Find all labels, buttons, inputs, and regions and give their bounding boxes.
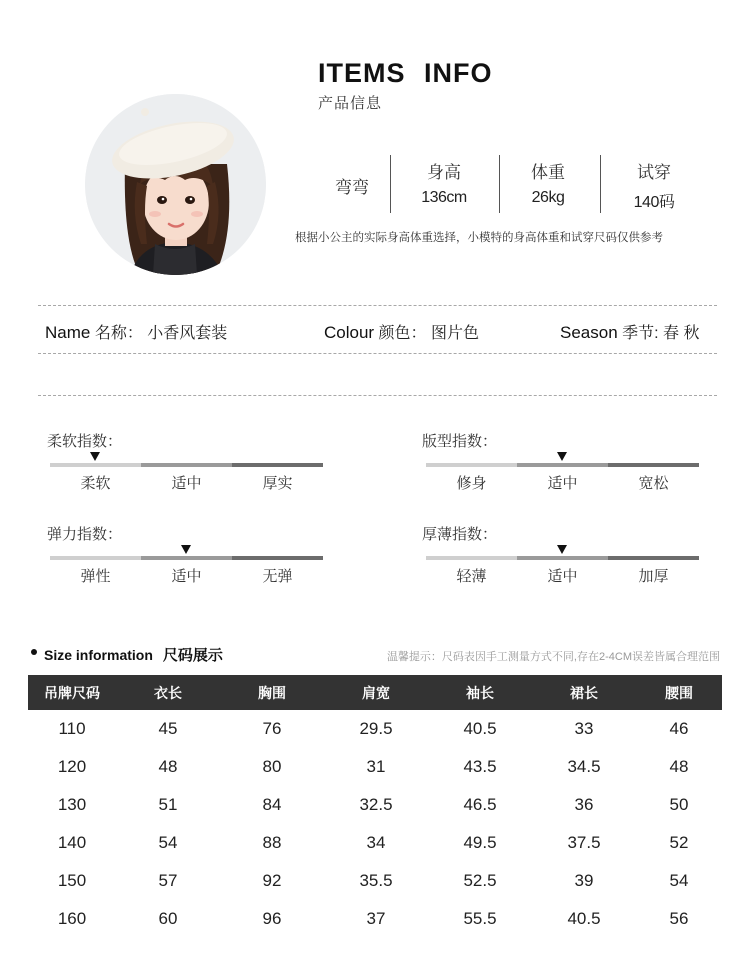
- model-photo-illustration: [85, 94, 266, 275]
- size-title-cn: 尺码展示: [162, 647, 223, 664]
- index-option: 修身: [456, 475, 487, 492]
- index-option: 宽松: [638, 475, 669, 492]
- table-cell: 160: [57, 909, 87, 928]
- index-option: 厚实: [262, 475, 293, 492]
- product-season-label: 季节:: [622, 325, 659, 342]
- table-cell: 35.5: [359, 871, 393, 890]
- stat-weight: [512, 158, 584, 207]
- product-name-en: Name: [45, 323, 91, 342]
- scale-segment: [50, 556, 141, 560]
- scale-segment: [608, 556, 699, 560]
- page-subtitle: 产品信息: [318, 95, 383, 112]
- model-avatar: [85, 94, 266, 275]
- index-marker: [90, 452, 100, 461]
- table-cell: 50: [669, 795, 689, 814]
- table-cell: 52: [669, 833, 689, 852]
- scale-segment: [608, 463, 699, 467]
- table-cell: 40.5: [567, 909, 601, 928]
- size-table-column-header: 袖长: [428, 675, 532, 710]
- table-cell: 46.5: [463, 795, 497, 814]
- table-cell: 84: [262, 795, 282, 814]
- table-cell: 55.5: [463, 909, 497, 928]
- index-marker: [557, 545, 567, 554]
- stat-value: 26kg: [531, 189, 565, 206]
- index-option: 适中: [171, 475, 202, 492]
- scale-segment: [50, 463, 141, 467]
- stat-height: [408, 158, 480, 207]
- index-softness: [47, 430, 122, 451]
- table-cell: 60: [158, 909, 178, 928]
- table-cell: 51: [158, 795, 178, 814]
- table-cell: 88: [262, 833, 282, 852]
- table-row: [28, 900, 722, 938]
- product-season: [560, 320, 699, 343]
- size-table-column-header: 肩宽: [324, 675, 428, 710]
- index-scale-bar: [426, 556, 700, 560]
- table-cell: 56: [669, 909, 689, 928]
- table-row: [28, 786, 722, 824]
- index-marker: [181, 545, 191, 554]
- table-cell: 34: [366, 833, 386, 852]
- index-scale-bar: [50, 463, 324, 467]
- table-cell: 43.5: [463, 757, 497, 776]
- table-cell: 57: [158, 871, 178, 890]
- index-option: 适中: [547, 568, 578, 585]
- table-cell: 46: [669, 719, 689, 738]
- dashed-divider: [38, 305, 717, 306]
- index-scale-bar: [426, 463, 700, 467]
- size-section-title: [44, 644, 223, 665]
- index-option: 加厚: [638, 568, 669, 585]
- table-row: [28, 824, 722, 862]
- product-name-value: 小香风套装: [147, 325, 228, 342]
- table-cell: 29.5: [359, 719, 393, 738]
- size-table-column-header: 衣长: [116, 675, 220, 710]
- index-option: 柔软: [80, 475, 111, 492]
- index-option: 轻薄: [456, 568, 487, 585]
- table-cell: 31: [366, 757, 386, 776]
- product-colour-label: 颜色：: [378, 325, 427, 342]
- table-cell: 32.5: [359, 795, 393, 814]
- index-label: 柔软指数：: [47, 433, 123, 450]
- product-colour: [324, 320, 479, 343]
- size-table-column-header: 裙长: [532, 675, 636, 710]
- table-cell: 34.5: [567, 757, 601, 776]
- stat-divider: [390, 155, 391, 213]
- scale-segment: [426, 556, 517, 560]
- dashed-divider: [38, 353, 717, 354]
- size-title-en: Size information: [44, 647, 153, 663]
- index-option: 适中: [171, 568, 202, 585]
- table-cell: 36: [574, 795, 594, 814]
- index-label: 弹力指数：: [47, 526, 123, 543]
- table-cell: 48: [158, 757, 178, 776]
- table-row: [28, 748, 722, 786]
- product-season-en: Season: [560, 323, 618, 342]
- scale-segment: [517, 556, 608, 560]
- index-elasticity: [47, 523, 122, 544]
- stat-label: 身高: [427, 163, 461, 182]
- table-cell: 92: [262, 871, 282, 890]
- size-table-header: [28, 675, 722, 710]
- index-label: 厚薄指数：: [422, 526, 498, 543]
- size-measure-note: 温馨提示：尺码表因手工测量方式不同,存在2-4CM误差皆属合理范围: [386, 651, 720, 663]
- table-cell: 76: [262, 719, 282, 738]
- product-colour-en: Colour: [324, 323, 375, 342]
- scale-segment: [141, 463, 232, 467]
- table-cell: 37.5: [567, 833, 601, 852]
- scale-segment: [517, 463, 608, 467]
- product-name: [45, 320, 227, 343]
- stat-label: 体重: [531, 163, 565, 182]
- table-cell: 48: [669, 757, 689, 776]
- stat-value: 136cm: [421, 189, 467, 206]
- index-fit: [422, 430, 497, 451]
- size-table: [28, 675, 722, 938]
- index-option: 适中: [547, 475, 578, 492]
- table-cell: 110: [58, 719, 86, 738]
- stat-divider: [499, 155, 500, 213]
- table-cell: 80: [262, 757, 282, 776]
- product-season-value: 春 秋: [663, 325, 700, 342]
- table-cell: 120: [57, 757, 87, 776]
- table-cell: 130: [57, 795, 87, 814]
- table-cell: 33: [574, 719, 594, 738]
- bullet-dot: [31, 649, 37, 655]
- table-cell: 49.5: [463, 833, 497, 852]
- stat-value: 140码: [633, 194, 675, 211]
- index-option: 无弹: [262, 568, 293, 585]
- scale-segment: [141, 556, 232, 560]
- scale-segment: [232, 463, 323, 467]
- model-reference-note: 根据小公主的实际身高体重选择，小模特的身高体重和试穿尺码仅供参考: [295, 232, 663, 244]
- stat-try-size: [618, 158, 690, 212]
- table-cell: 54: [158, 833, 178, 852]
- table-cell: 150: [57, 871, 87, 890]
- table-cell: 37: [366, 909, 386, 928]
- table-row: [28, 710, 722, 748]
- table-cell: 45: [158, 719, 178, 738]
- index-marker: [557, 452, 567, 461]
- product-name-label: 名称：: [94, 325, 143, 342]
- size-table-column-header: 胸围: [220, 675, 324, 710]
- size-table-column-header: 腰围: [636, 675, 722, 710]
- index-scale-bar: [50, 556, 324, 560]
- index-label: 版型指数：: [422, 433, 498, 450]
- scale-segment: [232, 556, 323, 560]
- dashed-divider: [38, 395, 717, 396]
- table-cell: 96: [262, 909, 282, 928]
- index-thickness: [422, 523, 497, 544]
- index-option: 弹性: [80, 568, 111, 585]
- product-colour-value: 图片色: [431, 325, 480, 342]
- table-cell: 40.5: [463, 719, 497, 738]
- table-cell: 140: [57, 833, 87, 852]
- page-title: ITEMS INFO: [318, 58, 493, 88]
- scale-segment: [426, 463, 517, 467]
- table-row: [28, 862, 722, 900]
- model-name: 弯弯: [335, 178, 369, 197]
- table-cell: 39: [574, 871, 594, 890]
- table-cell: 54: [669, 871, 689, 890]
- stat-divider: [600, 155, 601, 213]
- table-cell: 52.5: [463, 871, 497, 890]
- stat-label: 试穿: [637, 163, 671, 182]
- size-table-column-header: 吊牌尺码: [28, 675, 116, 710]
